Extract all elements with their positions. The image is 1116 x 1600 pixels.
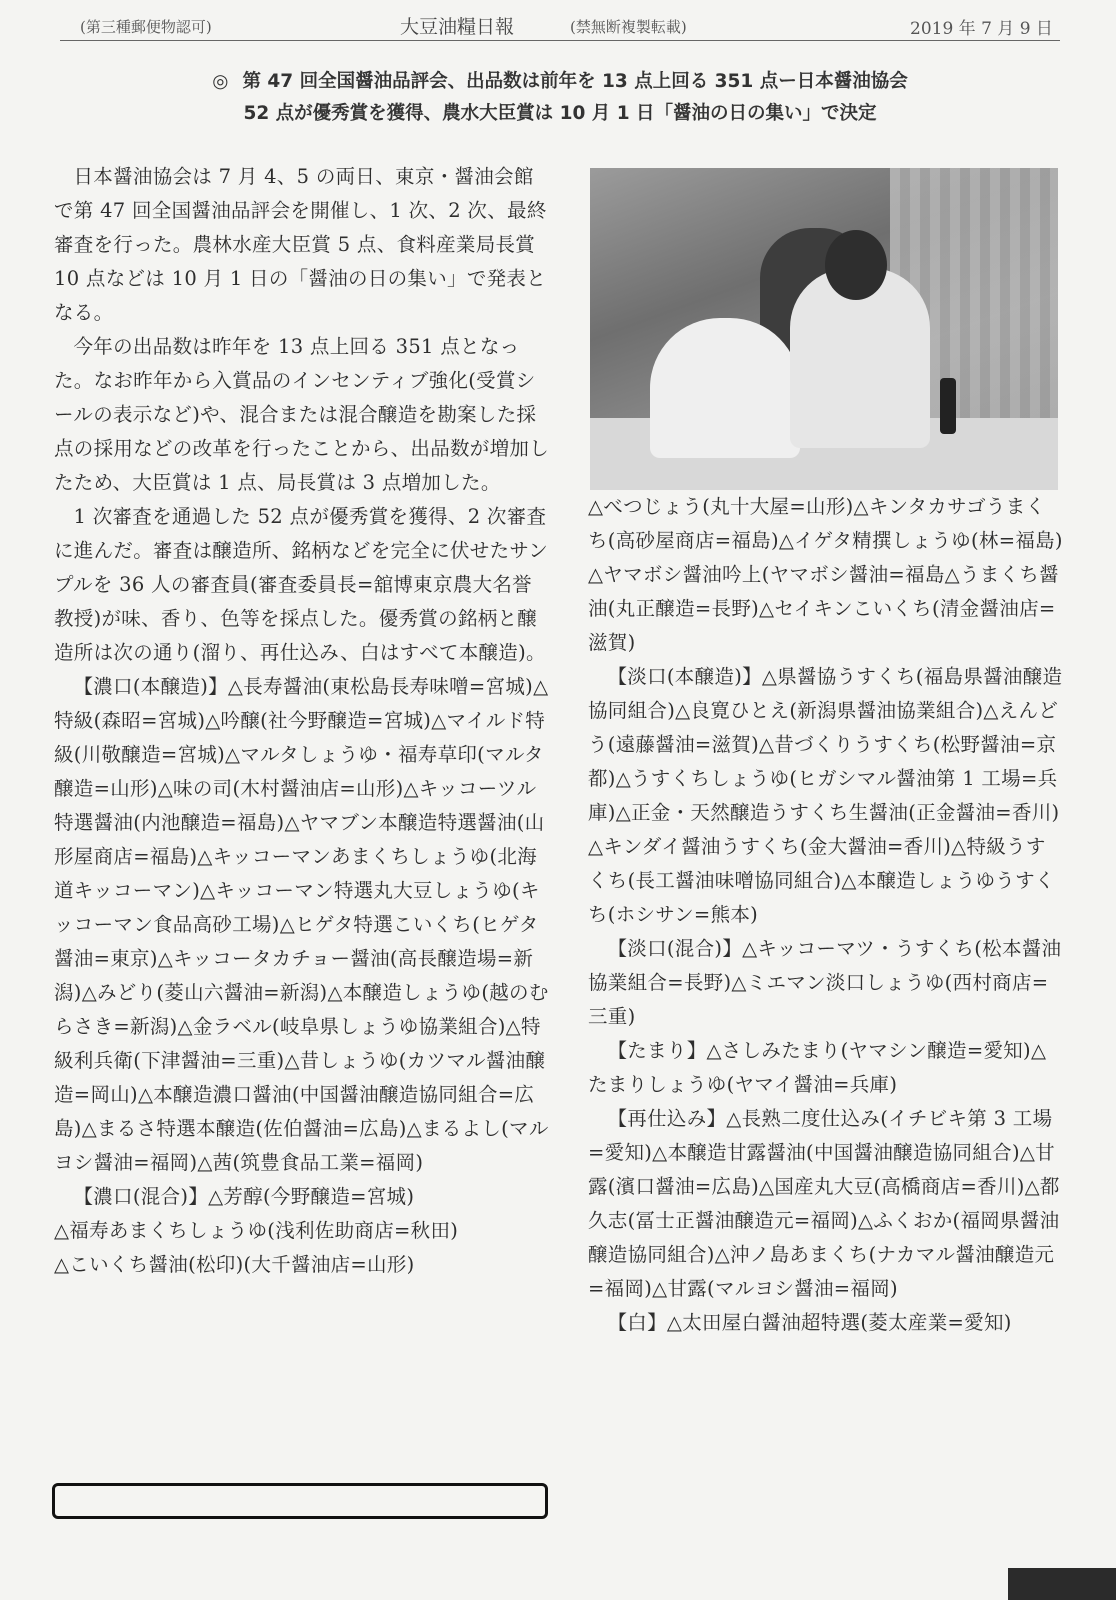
list-koikuchi: 【濃口(本醸造)】△長寿醤油(東松島長寿味噌=宮城)△特級(森昭=宮城)△吟醸(社今野醸造=宮城)△マイルド特級(川敬醸造=宮城)△マルタしょうゆ・福寿草印(マルタ醸造=山形)△味の司(木村醤油店=山形)△キッコーツル特選醤油(内池醸造=福島)△ヤマブン本醸造特選醤油(山形屋商店=福島)△キッコーマンあまくちしょうゆ(北海道キッコーマン)△キッコーマン特選丸大豆しょうゆ(キッコーマン食品高砂工場)△ヒゲタ特選こいくち(ヒゲタ醤油=東京)△キッコータカチョー醤油(高長醸造場=新潟)△みどり(菱山六醤油=新潟)△本醸造しょうゆ(越のむらさき=新潟)△金ラベル(岐阜県しょうゆ協業組合)△特級利兵衛(下津醤油=三重)△昔しょうゆ(カツマル醤油醸造=岡山)△本醸造濃口醤油(中国醤油醸造協同組合=広島)△まるさ特選本醸造(佐伯醤油=広島)△まるよし(マルヨシ醤油=福岡)△茜(筑豊食品工業=福岡) [54, 675, 549, 1174]
issue-date: 2019 年 7 月 9 日 [910, 19, 1053, 39]
headline-text-1: 第 47 回全国醤油品評会、出品数は前年を 13 点上回る 351 点ー日本醤油協会 [242, 71, 908, 92]
highlight-box [52, 1483, 548, 1519]
list-tamari: 【たまり】△さしみたまり(ヤマシン醸造=愛知)△たまりしょうゆ(ヤマイ醤油=兵庫) [588, 1039, 1047, 1096]
right-column [588, 490, 1063, 1340]
judging-photo [590, 168, 1058, 490]
copyright-notice: (禁無断複製転載) [570, 18, 687, 36]
paragraph-intro: 日本醤油協会は 7 月 4、5 の両日、東京・醤油会館で第 47 回全国醤油品評会を開催し、1 次、2 次、最終審査を行った。農林水産大臣賞 5 点、食料産業局長賞 10 点などは 10 月 1 日の「醤油の日の集い」で発表となる。 [54, 165, 547, 324]
highlighted-entry: △福寿あまくちしょうゆ(浅利佐助商店=秋田) [54, 1219, 459, 1242]
list-usukuchi-mix: 【淡口(混合)】△キッコーマツ・うすくち(松本醤油協業組合=長野)△ミエマン淡口しょうゆ(西村商店=三重) [588, 937, 1062, 1028]
list-usukuchi: 【淡口(本醸造)】△県醤協うすくち(福島県醤油醸造協同組合)△良寛ひとえ(新潟県醤油協業組合)△えんどう(遠藤醤油=滋賀)△昔づくりうすくち(松野醤油=京都)△うすくちしょうゆ(ヒガシマル醤油第 1 工場=兵庫)△正金・天然醸造うすくち生醤油(正金醤油=香川)△キンダイ醤油うすくち(金大醤油=香川)△特級うすくち(長工醤油味噌協同組合)△本醸造しょうゆうすくち(ホシサン=熊本) [588, 665, 1063, 926]
list-koikuchi-last: △こいくち醤油(松印)(大千醤油店=山形) [54, 1253, 415, 1276]
left-column [54, 160, 549, 1282]
headline-line-1 [60, 66, 1060, 98]
masthead [60, 8, 1060, 41]
list-saishikomi: 【再仕込み】△長熟二度仕込み(イチビキ第 3 工場=愛知)△本醸造甘露醤油(中国醤油醸造協同組合)△甘露(濱口醤油=広島)△国産丸大豆(高橋商店=香川)△都久志(冨士正醤油醸造元=福岡)△ふくおか(福岡県醤油醸造協同組合)△沖ノ島あまくち(ナカマル醤油醸造元=福岡)△甘露(マルヨシ醤油=福岡) [588, 1107, 1060, 1300]
headline-line-2: 52 点が優秀賞を獲得、農水大臣賞は 10 月 1 日「醤油の日の集い」で決定 [243, 103, 877, 124]
postal-permit: (第三種郵便物認可) [80, 18, 212, 36]
list-koikuchi-mix: 【濃口(混合)】△芳醇(今野醸造=宮城) [73, 1185, 415, 1208]
paragraph-judging: 1 次審査を通過した 52 点が優秀賞を獲得、2 次審査に進んだ。審査は醸造所、銘柄などを完全に伏せたサンプルを 36 人の審査員(審査委員長=舘博東京農大名誉教授)が味、香り、色等を採点した。優秀賞の銘柄と醸造所は次の通り(溜り、再仕込み、白はすべて本醸造)。 [54, 505, 549, 664]
headline-mark: ◎ [212, 71, 229, 92]
scan-corner-mark [1008, 1568, 1116, 1600]
newspaper-name: 大豆油糧日報 [400, 16, 515, 38]
headline [60, 66, 1060, 130]
list-koikuchi-cont: △べつじょう(丸十大屋=山形)△キンタカサゴうまくち(高砂屋商店=福島)△イゲタ精撰しょうゆ(林=福島)△ヤマボシ醤油吟上(ヤマボシ醤油=福島△うまくち醤油(丸正醸造=長野)△セイキンこいくち(清金醤油店=滋賀) [588, 495, 1063, 654]
paragraph-entries: 今年の出品数は昨年を 13 点上回る 351 点となった。なお昨年から入賞品のインセンティブ強化(受賞シールの表示など)や、混合または混合醸造を勘案した採点の採用などの改革を行ったことから、出品数が増加したため、大臣賞は 1 点、局長賞は 3 点増加した。 [54, 335, 550, 494]
list-shiro: 【白】△太田屋白醤油超特選(菱太産業=愛知) [607, 1311, 1012, 1334]
